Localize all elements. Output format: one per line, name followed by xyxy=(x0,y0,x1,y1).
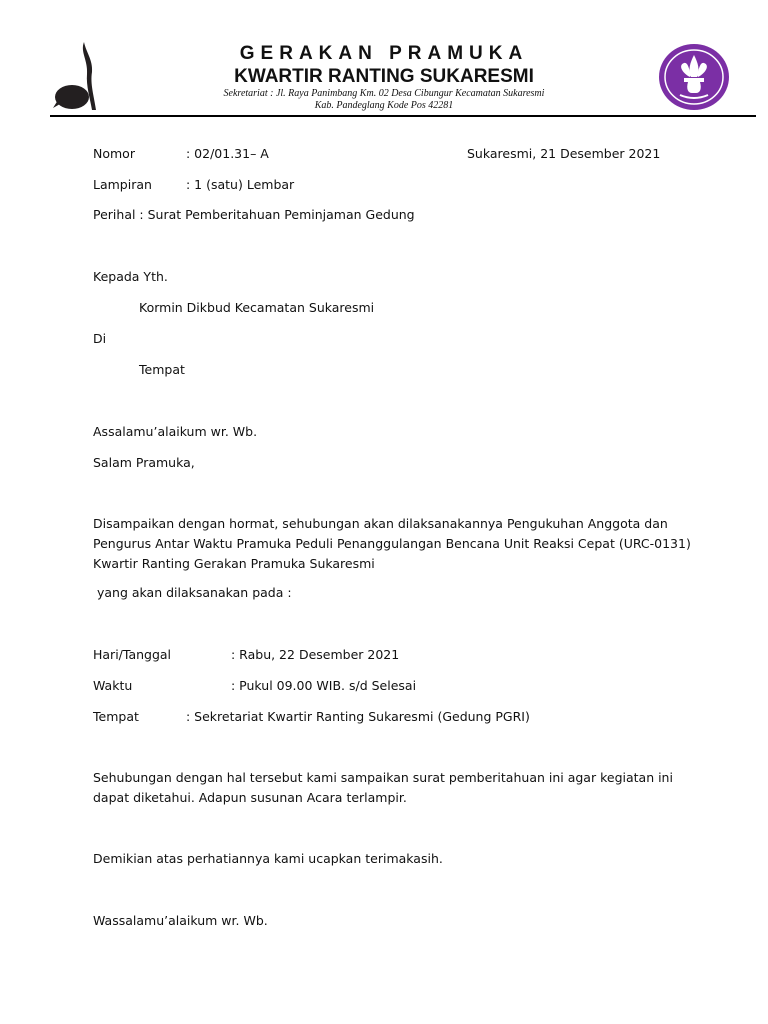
address-line-2: Kab. Pandeglang Kode Pos 42281 xyxy=(314,100,454,111)
closing-thanks: Demikian atas perhatiannya kami ucapkan terimakasih. xyxy=(93,851,443,866)
schedule-day-label: Hari/Tanggal xyxy=(93,647,172,662)
body-paragraph: Disampaikan dengan hormat, sehubungan akan dilaksanakannya Pengukuhan Anggota dan Pengurus Antar Waktu Pramuka Peduli Penanggulangan Bencana Unit Reaksi Cepat (URC-0131) Kwartir Ranting Gerakan Pramuka Sukaresmi xyxy=(93,516,691,571)
closing-paragraph: Sehubungan dengan hal tersebut kami sampaikan surat pemberitahuan ini agar kegiatan ini dapat diketahui. Adapun susunan Acara terlampir. xyxy=(93,770,673,805)
org-name: GERAKAN PRAMUKA xyxy=(239,43,529,64)
recipient-place: Tempat xyxy=(139,362,185,377)
nomor-value: : 02/01.31– A xyxy=(186,146,269,161)
recipient-di: Di xyxy=(93,331,107,346)
schedule-day-value: : Rabu, 22 Desember 2021 xyxy=(231,647,400,662)
lampiran-label: Lampiran xyxy=(93,177,152,192)
schedule-place-value: : Sekretariat Kwartir Ranting Sukaresmi (Gedung PGRI) xyxy=(186,709,530,724)
schedule-place-label: Tempat xyxy=(93,709,139,724)
closing-farewell: Wassalamu’alaikum wr. Wb. xyxy=(93,913,268,928)
perihal-line: Perihal : Surat Pemberitahuan Peminjaman Gedung xyxy=(93,207,415,222)
wosm-fleur-de-lis-icon xyxy=(658,43,730,111)
lampiran-value: : 1 (satu) Lembar xyxy=(186,177,295,192)
recipient-salutation: Kepada Yth. xyxy=(93,269,168,284)
letter-date: Sukaresmi, 21 Desember 2021 xyxy=(467,146,661,161)
schedule-time-value: : Pukul 09.00 WIB. s/d Selesai xyxy=(231,678,417,693)
address-line-1: Sekretariat : Jl. Raya Panimbang Km. 02 Desa Cibungur Kecamatan Sukaresmi xyxy=(223,88,545,99)
recipient-name: Kormin Dikbud Kecamatan Sukaresmi xyxy=(139,300,375,315)
schedule-intro: yang akan dilaksanakan pada : xyxy=(93,585,292,600)
greeting-salam-pramuka: Salam Pramuka, xyxy=(93,455,195,470)
greeting-assalamualaikum: Assalamu’alaikum wr. Wb. xyxy=(93,424,258,439)
header-divider xyxy=(50,115,756,117)
nomor-label: Nomor xyxy=(93,146,135,161)
org-unit: KWARTIR RANTING SUKARESMI xyxy=(234,66,534,87)
schedule-time-label: Waktu xyxy=(93,678,133,693)
